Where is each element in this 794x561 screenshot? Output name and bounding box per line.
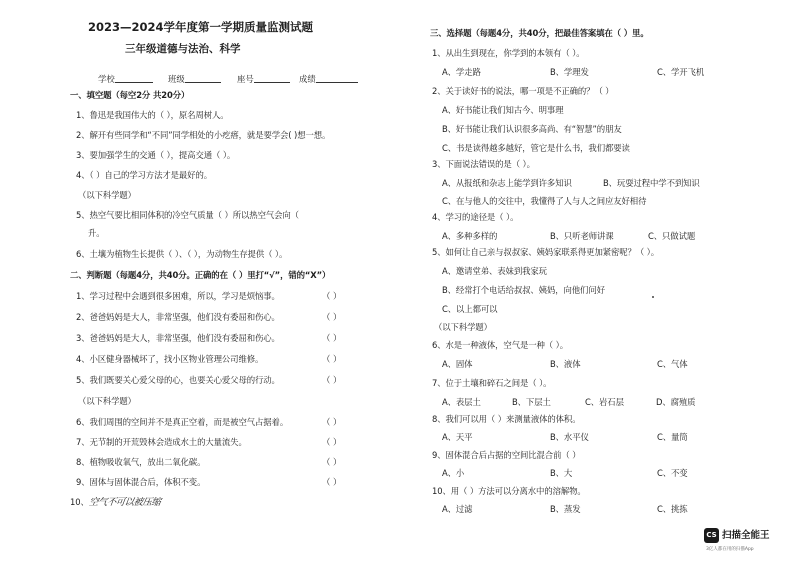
choice-9-option-c: C、不变 <box>657 468 688 478</box>
judge-question-6: 6、我们周围的空间并不是真正空着，而是被空气占据着。 <box>76 417 289 427</box>
choice-3-option-c: C、在与他人的交往中，我懂得了人与人之间应友好相待 <box>442 196 647 206</box>
school-label: 学校 <box>98 74 115 84</box>
choice-7-option-c: C、岩石层 <box>585 397 624 407</box>
choice-question-9: 9、固体混合后占据的空间比混合前（ ） <box>432 450 581 460</box>
choice-question-8: 8、我们可以用（ ）来测量液体的体积。 <box>432 414 581 424</box>
choice-4-option-c: C、只做试题 <box>648 231 696 241</box>
choice-1-option-b: B、学理发 <box>550 67 589 77</box>
choice-10-option-c: C、挑拣 <box>657 504 688 514</box>
choice-1-option-a: A、学走路 <box>442 67 481 77</box>
scan-speck <box>652 296 654 298</box>
handwritten-answer: 空气不可以被压缩 <box>87 497 161 508</box>
seat-blank <box>254 73 290 83</box>
judge-answer-6: （ ） <box>322 417 342 427</box>
choice-6-option-a: A、固体 <box>442 359 473 369</box>
choice-7-option-d: D、腐殖质 <box>656 397 696 407</box>
score-field <box>299 73 358 85</box>
judge-answer-1: （ ） <box>322 291 342 301</box>
camscanner-logo-icon: CS <box>704 528 719 543</box>
fill-question-2: 2、解开有些同学和“不同”同学相处的小疙瘩，就是要学会( )想一想。 <box>76 130 331 140</box>
class-label: 班级 <box>168 74 185 84</box>
choice-5-option-c: C、以上都可以 <box>442 304 498 314</box>
fill-question-1: 1、鲁迅是我国伟大的（ ），原名周树人。 <box>76 110 229 120</box>
judge-answer-4: （ ） <box>322 354 342 364</box>
fill-question-5: 5、热空气要比相同体积的冷空气质量（ ）所以热空气会向（ <box>76 210 299 220</box>
judge-question-5: 5、我们既要关心爱父母的心，也要关心爱父母的行动。 <box>76 375 280 385</box>
judge-section-heading: 二、判断题（每题4分，共40分。正确的在（ ）里打“√”，错的“X”） <box>70 270 331 280</box>
judge-question-9: 9、固体与固体混合后，体积不变。 <box>76 477 206 487</box>
judge-science-label: （以下科学题） <box>78 396 136 406</box>
choice-4-option-b: B、只听老师讲课 <box>550 231 614 241</box>
exam-subtitle: 三年级道德与法治、科学 <box>125 43 241 55</box>
choice-7-option-b: B、下层土 <box>512 397 551 407</box>
choice-10-option-b: B、蒸发 <box>550 504 581 514</box>
score-blank <box>316 73 358 83</box>
choice-question-6: 6、水是一种液体，空气是一种（ ）。 <box>432 340 568 350</box>
class-blank <box>185 73 221 83</box>
choice-9-option-a: A、小 <box>442 468 465 478</box>
class-field <box>168 73 221 85</box>
judge-answer-8: （ ） <box>322 457 342 467</box>
choice-1-option-c: C、学开飞机 <box>657 67 705 77</box>
choice-2-option-b: B、好书能让我们认识很多高尚、有“智慧”的朋友 <box>442 124 622 134</box>
school-field <box>98 73 153 85</box>
seat-label: 座号 <box>237 74 254 84</box>
choice-8-option-a: A、天平 <box>442 432 473 442</box>
choice-10-option-a: A、过滤 <box>442 504 473 514</box>
judge-question-10-number: 10、 <box>70 497 89 507</box>
school-blank <box>115 73 153 83</box>
choice-8-option-c: C、量筒 <box>657 432 688 442</box>
judge-question-10 <box>70 497 160 508</box>
judge-answer-3: （ ） <box>322 333 342 343</box>
choice-5-option-a: A、邀请堂弟、表妹到我家玩 <box>442 266 547 276</box>
scanner-watermark <box>704 526 792 558</box>
judge-question-4: 4、小区健身器械坏了，找小区物业管理公司维修。 <box>76 354 264 364</box>
choice-8-option-b: B、水平仪 <box>550 432 589 442</box>
choice-5-option-b: B、经常打个电话给叔叔、姨妈，向他们问好 <box>442 285 605 295</box>
judge-question-7: 7、无节制的开荒毁林会造成水土的大量流失。 <box>76 437 247 447</box>
choice-2-option-c: C、书是读得越多越好，管它是什么书，我们都要读 <box>442 143 630 153</box>
fill-science-label: （以下科学题） <box>78 190 136 200</box>
watermark-title: 扫描全能王 <box>722 530 770 541</box>
judge-question-8: 8、植物吸收氧气，放出二氧化碳。 <box>76 457 206 467</box>
choice-question-2: 2、关于读好书的说法，哪一项是不正确的？（ ） <box>432 86 614 96</box>
seat-field <box>237 73 290 85</box>
exam-title: 2023—2024学年度第一学期质量监测试题 <box>88 20 314 34</box>
choice-4-option-a: A、多种多样的 <box>442 231 498 241</box>
choice-question-3: 3、下面说法错误的是（ ）。 <box>432 159 535 169</box>
fill-question-3: 3、要加强学生的交通（ ），提高交通（ ）。 <box>76 150 236 160</box>
judge-answer-5: （ ） <box>322 375 342 385</box>
right-exam-page <box>400 0 794 561</box>
choice-science-label: （以下科学题） <box>434 322 492 332</box>
judge-question-3: 3、爸爸妈妈是大人，非常坚强，他们没有委屈和伤心。 <box>76 333 280 343</box>
choice-3-option-a: A、从报纸和杂志上能学到许多知识 <box>442 178 572 188</box>
choice-3-option-b: B、玩耍过程中学不到知识 <box>603 178 700 188</box>
choice-question-4: 4、学习的途径是（ ）。 <box>432 212 519 222</box>
judge-answer-2: （ ） <box>322 312 342 322</box>
judge-question-1: 1、学习过程中会遇到很多困难，所以，学习是烦恼事。 <box>76 291 280 301</box>
choice-question-1: 1、从出生到现在，你学到的本领有（ ）。 <box>432 48 585 58</box>
choice-question-10: 10、用（ ）方法可以分离水中的溶解物。 <box>432 486 586 496</box>
choice-9-option-b: B、大 <box>550 468 573 478</box>
fill-section-heading: 一、填空题（每空2分 共20分） <box>70 90 190 100</box>
judge-answer-9: （ ） <box>322 477 342 487</box>
score-label: 成绩 <box>299 74 316 84</box>
choice-6-option-b: B、液体 <box>550 359 581 369</box>
judge-question-2: 2、爸爸妈妈是大人，非常坚强，他们没有委屈和伤心。 <box>76 312 280 322</box>
choice-section-heading: 三、选择题（每题4分，共40分，把最佳答案填在（ ）里。 <box>430 28 649 38</box>
choice-6-option-c: C、气体 <box>657 359 688 369</box>
choice-2-option-a: A、好书能让我们知古今、明事理 <box>442 105 564 115</box>
watermark-subtitle: 3亿人都在用的扫描App <box>706 547 754 552</box>
judge-answer-7: （ ） <box>322 437 342 447</box>
fill-question-5-cont: 升。 <box>88 228 105 238</box>
choice-question-7: 7、位于土壤和碎石之间是（ ）。 <box>432 378 552 388</box>
choice-question-5: 5、如何让自己亲与叔叔家、姨妈家联系得更加紧密呢？（ ）。 <box>432 247 660 257</box>
fill-question-4: 4、（ ）自己的学习方法才是最好的。 <box>76 170 212 180</box>
choice-7-option-a: A、表层土 <box>442 397 481 407</box>
fill-question-6: 6、土壤为植物生长提供（ ）、（ ），为动物生存提供（ ）。 <box>76 249 288 259</box>
